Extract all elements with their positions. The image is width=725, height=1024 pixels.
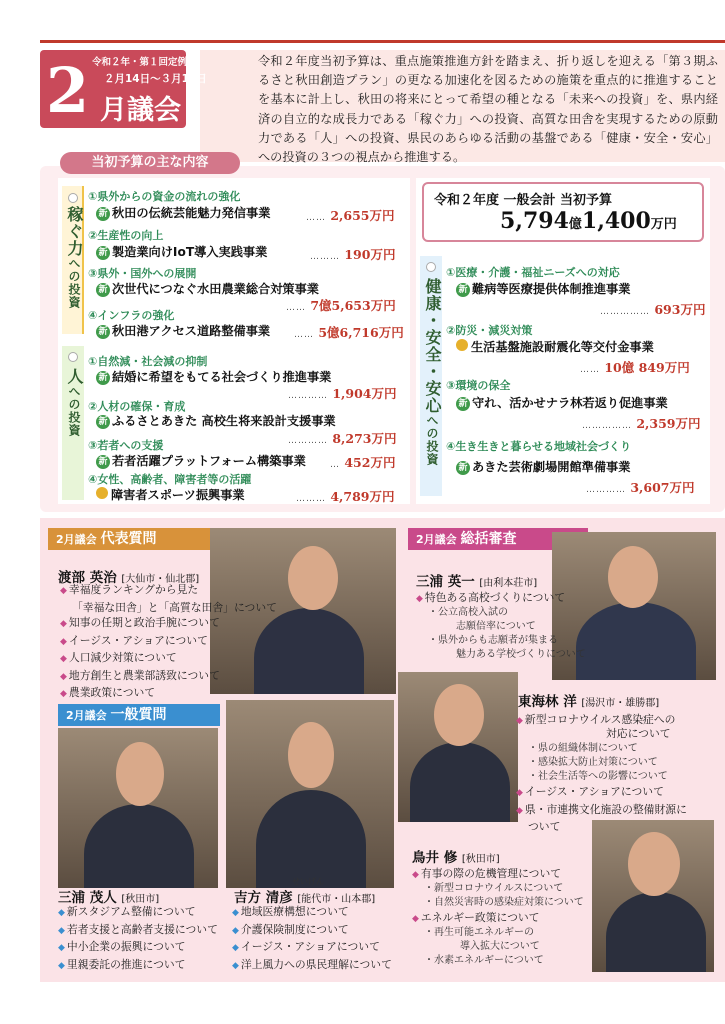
earn-amount-1-value: 2,655万円: [330, 208, 395, 223]
sum-p2-sub-2: ・感染拡大防止対策について: [528, 757, 658, 768]
tag-rep-small: 2月議会: [56, 533, 97, 546]
sum-p1-sub-2b: 魅力ある学校づくりについて: [456, 649, 586, 660]
total-unit-2: 万円: [650, 217, 677, 232]
people-cat-4: ④女性、高齢者、障害者等の活躍: [88, 473, 252, 486]
sum-p3-subs2: [424, 926, 544, 968]
new-badge-icon: 新: [456, 397, 470, 411]
total-num-2: 1,400: [581, 208, 651, 234]
health-amount-3: [582, 414, 701, 432]
sum-p1-sub-1: ・公立高校入試の: [428, 607, 508, 618]
gen-p1-district: [秋田市]: [121, 894, 160, 905]
people-amount-4-value: 4,789万円: [330, 489, 395, 504]
sum-p3-subs1: [424, 882, 584, 910]
health-label-sub: への投資: [425, 414, 439, 466]
sum-p3-topic1-text: 有事の際の危機管理について: [420, 867, 562, 880]
sum-p2-topic-b2: 県・市連携文化施設の整備財源に: [524, 802, 687, 816]
person-head: [288, 722, 334, 788]
rep-name-text: 渡部 英治: [58, 570, 117, 586]
health-amount-2-value: 10億 849万円: [604, 360, 690, 375]
sum-p2-topic-cont: 対応について: [606, 727, 671, 740]
people-amount-2-value: 8,273万円: [332, 431, 397, 446]
rep-topics: ◆ 幸福度ランキングから見た 「幸福な田舎」と「高質な田舎」について ◆ 知事の任期と政治手腕について ◆ イージス・アショアについて ◆ 人口減少対策について ◆ 地方創生と農業部誘致について ◆ 農業政策について: [60, 583, 277, 699]
earn-label: [63, 206, 86, 309]
tag-gen-small: 2月議会: [66, 709, 107, 722]
new-badge-icon: 新: [96, 371, 110, 385]
gen-p1-topics: ◆ 新スタジアム整備について ◆ 若者支援と高齢者支援について ◆ 中小企業の振興について ◆ 里親委託の推進について: [58, 905, 218, 971]
people-dots-4: ………: [296, 494, 326, 504]
health-item-2: [456, 338, 654, 355]
gen-p2-topic-3: イージス・アショアについて: [240, 940, 380, 953]
sum-p3-topic2-text: エネルギー政策について: [420, 911, 540, 924]
new-badge-icon: 新: [96, 455, 110, 469]
people-item-4: [96, 486, 245, 503]
earn-dots-3: ……: [286, 303, 306, 313]
sum-p1-topic: ◆ 特色ある高校づくりについて: [416, 591, 566, 604]
sum-p3-sub1-2: ・自然災害時の感染症対策について: [424, 897, 584, 908]
sum-p3-sub2-1: ・再生可能エネルギーの: [424, 927, 534, 938]
gen-p1-topic-2: 若者支援と高齢者支援について: [66, 922, 218, 936]
gen-p2-name-text: 吉方 清彦: [234, 890, 293, 906]
health-label-main: 健康・安全・安心: [423, 278, 442, 414]
sum-p1-name-text: 三浦 英一: [416, 574, 475, 590]
rep-topic-6: 農業政策について: [68, 686, 156, 699]
sum-p3-sub2-1b: 導入拡大について: [460, 941, 540, 952]
total-num-1: 5,794: [500, 208, 569, 234]
earn-item-2-name: 製造業向けIoT導入実践事業: [112, 245, 268, 259]
earn-cat-1: ①県外からの資金の流れの強化: [88, 190, 241, 203]
people-amount-3-value: 452万円: [344, 455, 396, 470]
people-item-2-name: ふるさとあきた 高校生将来設計支援事業: [112, 414, 336, 428]
rep-topic-1: 幸福度ランキングから見た: [68, 583, 199, 596]
new-badge-icon: 新: [96, 415, 110, 429]
rep-district: [大仙市・仙北郡]: [121, 574, 200, 585]
renewal-dot-icon: [96, 487, 108, 499]
session-label: 令和２年・第１回定例会: [92, 57, 197, 68]
people-cat-2: ②人材の確保・育成: [88, 400, 186, 413]
top-rule: [40, 40, 725, 43]
health-amount-4-value: 3,607万円: [630, 480, 695, 495]
earn-bullet-icon: [68, 193, 78, 203]
sum-p2-topic-text: 新型コロナウイルス感染症への: [524, 713, 676, 726]
health-amount-4: [586, 478, 695, 496]
people-dots-1: …………: [288, 391, 328, 401]
gen-p2-topics: ◆ 地域医療構想について ◆ 介護保険制度について ◆ イージス・アショアについて ◆ 洋上風力への県民理解について: [232, 905, 392, 971]
person-silhouette: [576, 602, 696, 680]
rep-topic-3: イージス・アショアについて: [68, 633, 208, 647]
earn-item-3: [96, 280, 319, 297]
session-dates: ２月14日～３月19日: [104, 73, 207, 85]
earn-dots-1: ……: [306, 213, 326, 223]
earn-item-1-name: 秋田の伝統芸能魅力発信事業: [112, 206, 271, 220]
gen-p1-name: [58, 886, 159, 906]
health-item-1-name: 難病等医療提供体制推進事業: [472, 282, 631, 296]
earn-amount-4: [294, 323, 404, 341]
header-title: 月議会: [100, 95, 181, 126]
people-item-3-name: 若者活躍プラットフォーム構築事業: [112, 454, 306, 468]
health-item-4: [456, 458, 630, 475]
people-dots-2: …………: [288, 436, 328, 446]
health-item-4-name: あきた芸術劇場開館準備事業: [472, 460, 631, 474]
earn-item-3-name: 次世代につなぐ水田農業総合対策事業: [112, 282, 319, 296]
earn-cat-3: ③県外・国外への展開: [88, 267, 197, 280]
people-amount-1: [288, 384, 397, 402]
health-cat-4: ④生き生きと暮らせる地域社会づくり: [446, 440, 631, 453]
person-head: [116, 742, 164, 806]
earn-item-2: [96, 243, 267, 260]
earn-item-4-name: 秋田港アクセス道路整備事業: [112, 324, 271, 338]
people-item-1: [96, 368, 331, 385]
tag-sum-small: 2月議会: [416, 533, 457, 546]
photo-miura-shigeto: [58, 728, 218, 888]
person-head: [288, 546, 338, 610]
tag-gen-big: 一般質問: [110, 707, 167, 723]
new-badge-icon: 新: [96, 246, 110, 260]
person-silhouette: [606, 892, 706, 972]
gen-p1-topic-1: 新スタジアム整備について: [66, 905, 196, 918]
people-amount-2: [288, 429, 397, 447]
health-cat-1: ①医療・介護・福祉ニーズへの対応: [446, 266, 620, 279]
health-bullet-icon: [426, 262, 436, 272]
earn-amount-1: [306, 206, 395, 224]
new-badge-icon: 新: [456, 461, 470, 475]
earn-dots-2: ………: [310, 252, 340, 262]
rep-topic-5: 地方創生と農業部誘致について: [68, 668, 220, 682]
earn-amount-3-value: 7億5,653万円: [310, 298, 396, 313]
sum-p2-name-text: 東海林 洋: [518, 694, 577, 710]
sum-p3-district: [秋田市]: [461, 854, 500, 865]
sum-p2-topics-b: ◆ イージス・アショアについて ◆ 県・市連携文化施設の整備財源に ついて: [516, 785, 687, 833]
tag-sum-big: 総括審査: [460, 531, 517, 547]
sum-p1-sub-2: ・県外からも志願者が集まる: [428, 635, 558, 646]
gen-p2-topic-2: 介護保険制度について: [240, 922, 349, 936]
header-month-number: 2: [46, 54, 90, 127]
health-item-3-name: 守れ、活かせナラ林若返り促進事業: [472, 396, 668, 410]
earn-amount-2-value: 190万円: [344, 247, 396, 262]
sum-p1-name: [416, 570, 537, 590]
sum-p2-subs: [528, 742, 668, 784]
health-dots-1: ……………: [600, 307, 650, 317]
gen-p2-topic-1: 地域医療構想について: [240, 905, 349, 918]
sum-p3-name: [412, 846, 500, 866]
sum-p2-sub-1: ・県の組織体制について: [528, 743, 638, 754]
budget-banner: 当初予算の主な内容: [60, 152, 240, 174]
rep-topic-4: 人口減少対策について: [68, 651, 177, 664]
sum-p2-topic: ◆ 新型コロナウイルス感染症への: [516, 713, 676, 726]
gen-p1-topic-4: 里親委託の推進について: [66, 957, 186, 971]
earn-amount-2: [310, 245, 395, 263]
earn-item-4: [96, 322, 270, 339]
sum-p2-topic-b2-cont: ついて: [528, 820, 561, 833]
person-silhouette: [84, 804, 194, 888]
earn-cat-2: ②生産性の向上: [88, 229, 164, 242]
gen-p1-topic-3: 中小企業の振興について: [66, 940, 186, 953]
earn-item-1: [96, 204, 270, 221]
person-head: [608, 546, 658, 608]
health-dots-2: ……: [580, 365, 600, 375]
photo-torii: [592, 820, 714, 972]
health-amount-3-value: 2,359万円: [636, 416, 701, 431]
tag-general-question: [58, 704, 220, 726]
sum-p1-subs: [428, 606, 586, 662]
gen-p2-district: [能代市・山本郡]: [297, 894, 376, 905]
health-cat-3: ③環境の保全: [446, 379, 511, 392]
people-label: [63, 368, 86, 437]
tag-representative-question: [48, 528, 210, 550]
earn-label-sub: への投資: [67, 257, 81, 309]
people-cat-1: ①自然減・社会減の抑制: [88, 355, 208, 368]
sum-p3-sub2-2: ・水素エネルギーについて: [424, 955, 544, 966]
people-cat-3: ③若者への支援: [88, 439, 164, 452]
health-item-3: [456, 394, 668, 411]
people-item-3: [96, 452, 306, 469]
sum-p2-district: [湯沢市・雄勝郡]: [581, 698, 660, 709]
total-budget-label: 令和２年度 一般会計 当初予算: [434, 193, 613, 208]
person-head: [628, 832, 680, 896]
sum-p2-sub-3: ・社会生活等への影響について: [528, 771, 668, 782]
gen-p2-ruby: せいげん: [292, 877, 324, 886]
gen-p1-name-text: 三浦 茂人: [58, 890, 117, 906]
people-label-main: 人: [65, 368, 84, 385]
new-badge-icon: 新: [96, 325, 110, 339]
rep-topic-2: 知事の任期と政治手腕について: [68, 616, 220, 629]
total-budget-value: [500, 208, 677, 234]
photo-tokairin: [398, 672, 518, 822]
rep-topic-1b: 「幸福な田舎」と「高質な田舎」について: [72, 600, 277, 614]
people-label-sub: への投資: [67, 385, 81, 437]
health-amount-1: [600, 300, 705, 318]
sum-p3-topic2: ◆ エネルギー政策について: [412, 911, 540, 924]
health-amount-2: [580, 358, 690, 376]
photo-yoshikata: [226, 700, 394, 888]
new-badge-icon: 新: [456, 283, 470, 297]
health-item-2-name: 生活基盤施設耐震化等交付金事業: [471, 340, 654, 354]
gen-p2-name: [234, 886, 375, 906]
new-badge-icon: 新: [96, 283, 110, 297]
people-amount-1-value: 1,904万円: [332, 386, 397, 401]
people-bullet-icon: [68, 352, 78, 362]
people-item-4-name: 障害者スポーツ振興事業: [111, 488, 245, 502]
health-amount-1-value: 693万円: [654, 302, 706, 317]
person-silhouette: [256, 790, 366, 888]
health-item-1: [456, 280, 630, 297]
sum-p3-name-text: 鳥井 修: [412, 850, 458, 866]
sum-p1-sub-1b: 志願倍率について: [456, 621, 536, 632]
sum-p2-name: [518, 690, 659, 710]
renewal-dot-icon: [456, 339, 468, 351]
people-item-1-name: 結婚に希望をもてる社会づくり推進事業: [112, 370, 332, 384]
total-unit-1: 億: [568, 217, 582, 232]
people-amount-3: [330, 453, 395, 471]
new-badge-icon: 新: [96, 207, 110, 221]
health-dots-4: …………: [586, 485, 626, 495]
health-dots-3: ……………: [582, 421, 632, 431]
sum-p1-topic-text: 特色ある高校づくりについて: [424, 591, 566, 604]
people-dots-3: …: [330, 460, 340, 470]
health-label: [421, 278, 444, 466]
sum-p2-topic-b1: イージス・アショアについて: [524, 785, 664, 798]
earn-amount-3: [286, 296, 396, 314]
person-silhouette: [410, 742, 510, 822]
health-cat-2: ②防災・減災対策: [446, 324, 533, 337]
earn-dots-4: ……: [294, 330, 314, 340]
sum-p3-topic1: ◆ 有事の際の危機管理について: [412, 867, 562, 880]
earn-label-main: 稼ぐ力: [65, 206, 84, 257]
intro-paragraph: 令和２年度当初予算は、重点施策推進方針を踏まえ、折り返しを迎える「第３期ふるさと秋田創造プラン」の更なる加速化を図るための施策を重点的に推進することを基本に計上し、秋田の将来にとって希望の種となる「未来への投資」を、県内経済の自立的な成長力である「稼ぐ力」への投資、高質な田舎を実現するための原動力である「人」への投資、県民のあらゆる活動の基盤である「健康・安全・安心」への投資の３つの視点から推進する。: [258, 54, 718, 165]
gen-p2-topic-4: 洋上風力への県民理解について: [240, 957, 392, 971]
tag-rep-big: 代表質問: [100, 531, 157, 547]
sum-p1-district: [由利本荘市]: [479, 578, 538, 589]
earn-amount-4-value: 5億6,716万円: [318, 325, 404, 340]
people-item-2: [96, 412, 336, 429]
person-head: [434, 684, 484, 746]
sum-p3-sub1-1: ・新型コロナウイルスについて: [424, 883, 564, 894]
earn-cat-4: ④インフラの強化: [88, 309, 175, 322]
people-amount-4: [296, 487, 395, 505]
